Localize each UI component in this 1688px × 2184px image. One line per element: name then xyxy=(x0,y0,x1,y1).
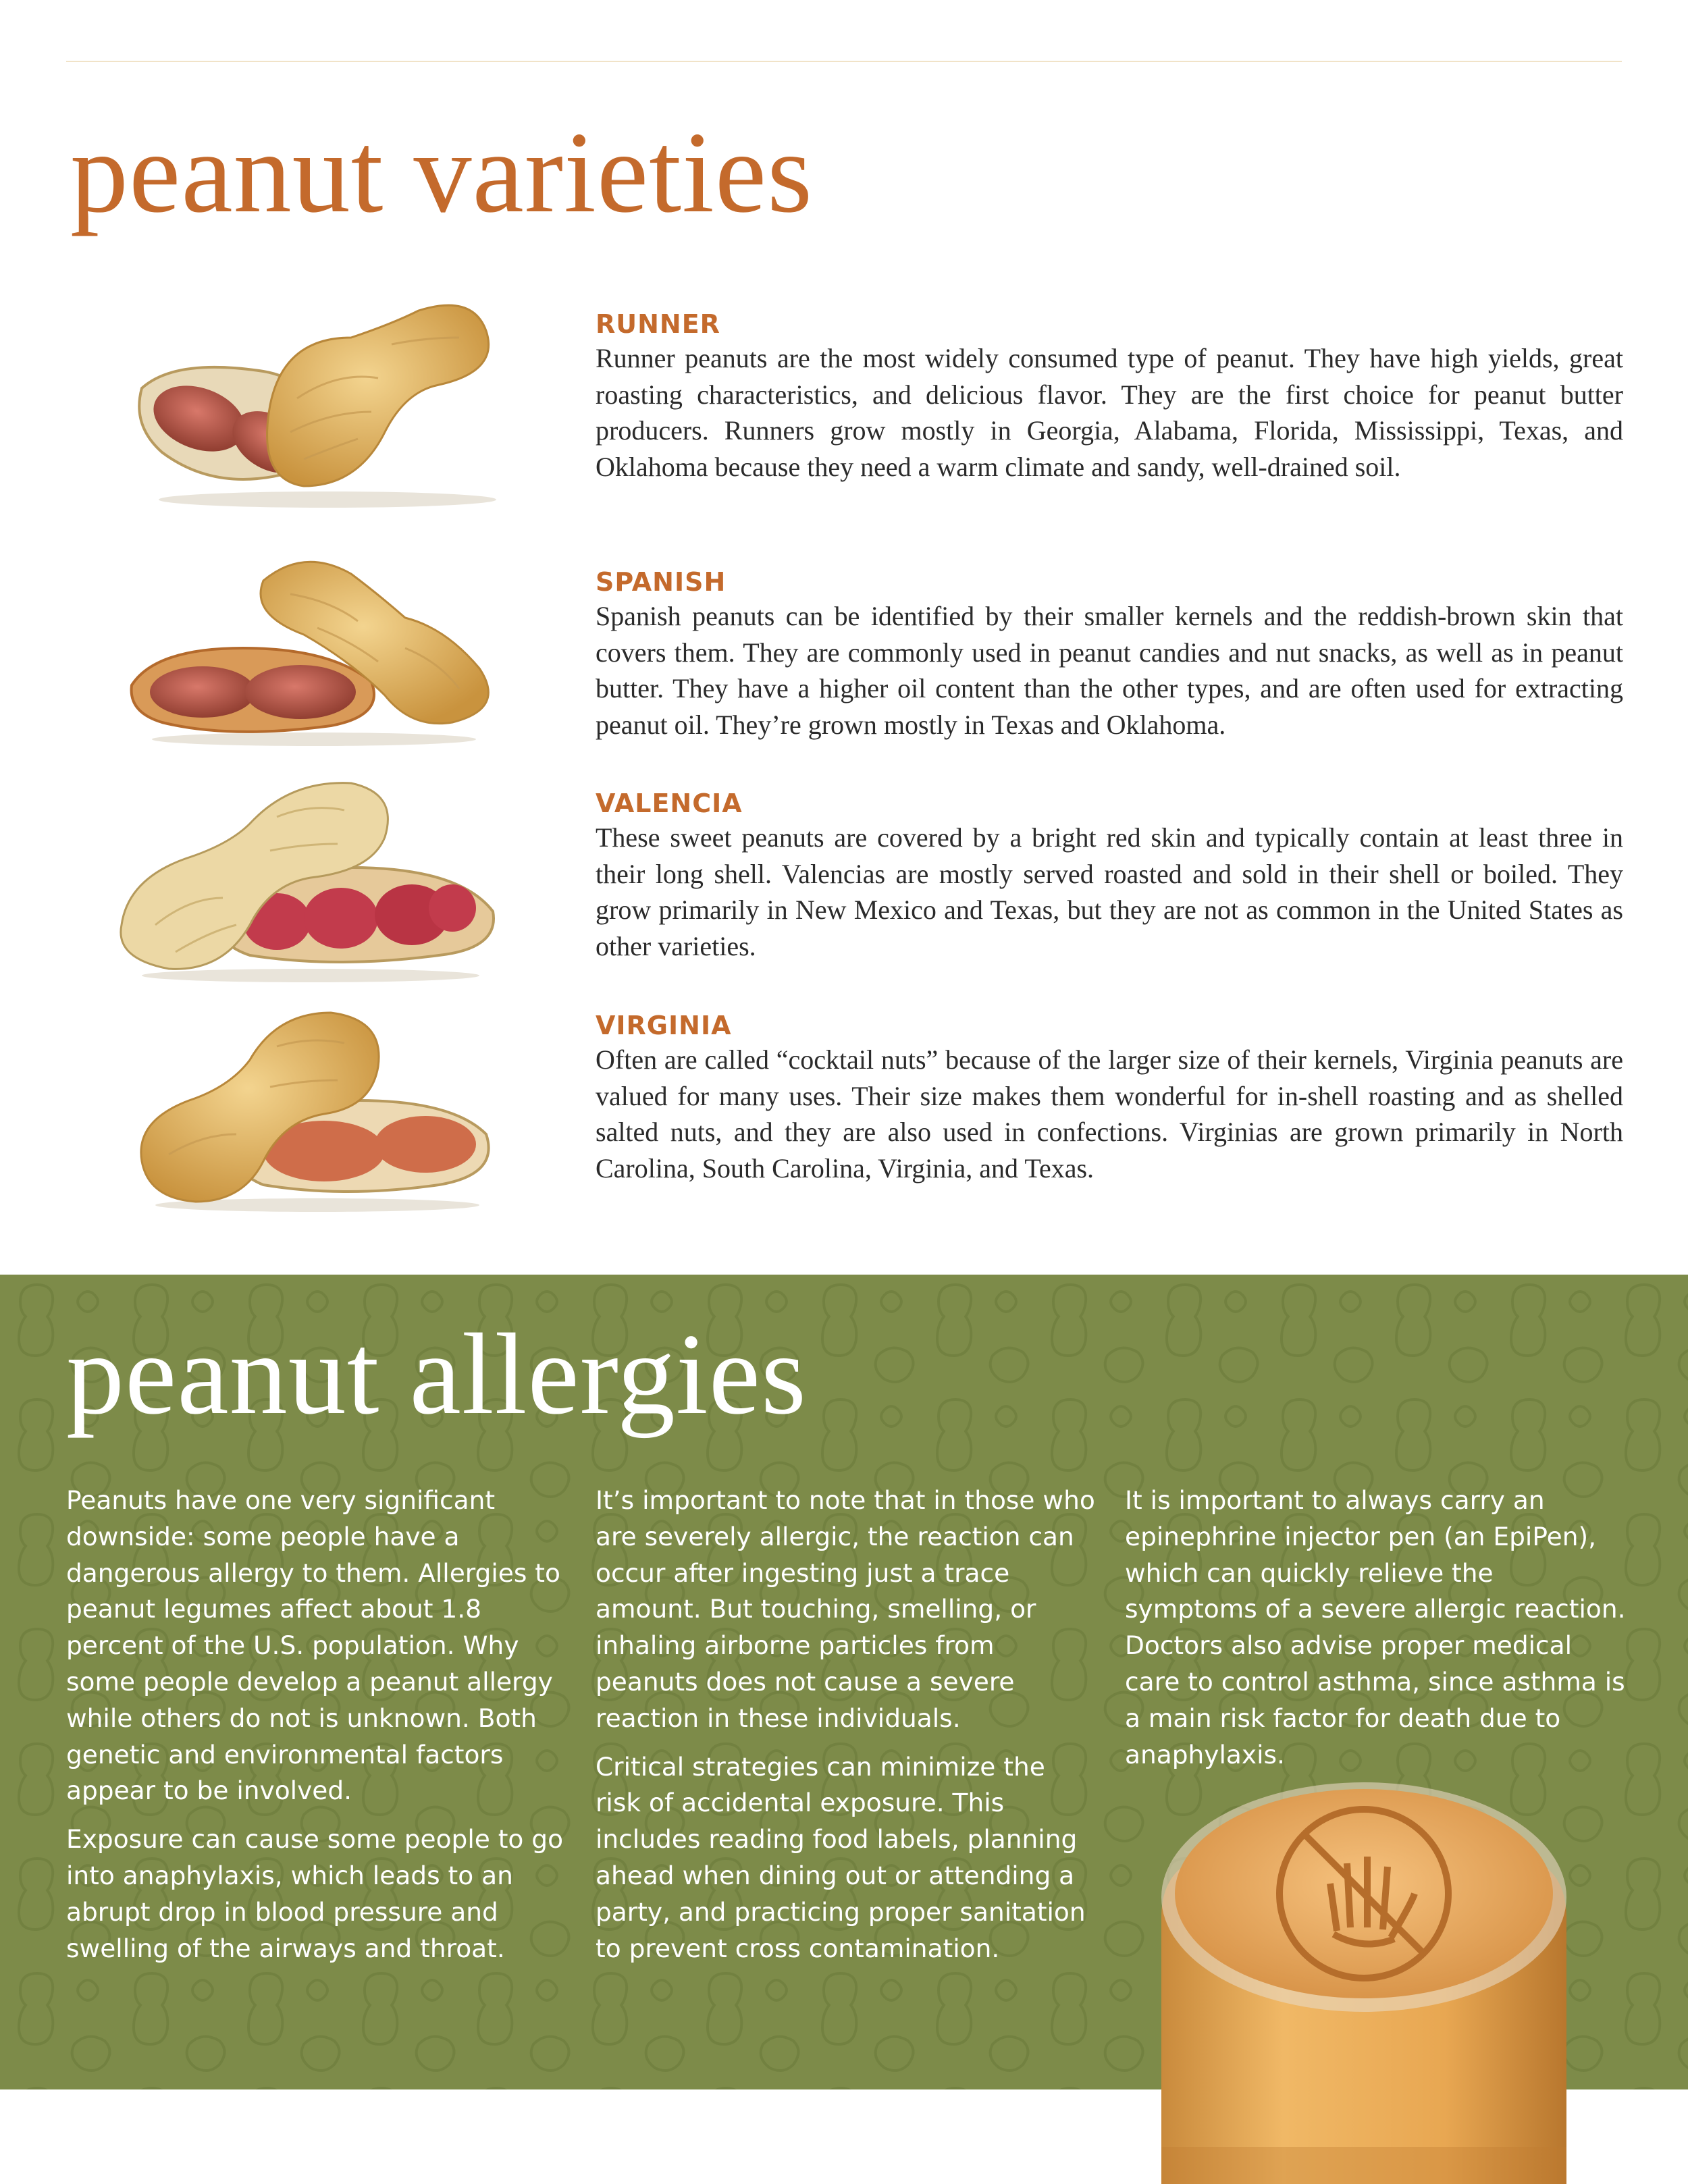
variety-name: RUNNER xyxy=(596,309,720,339)
allergies-title: peanut allergies xyxy=(66,1310,807,1439)
spanish-peanut-image xyxy=(128,554,500,749)
variety-name: VIRGINIA xyxy=(596,1011,732,1040)
allergies-paragraph: Exposure can cause some people to go into anaphylaxis, which leads to an abrupt drop in blood pressure and swelling of the airways and throat. xyxy=(66,1824,564,1963)
allergies-paragraph: Critical strategies can minimize the risk of accidental exposure. This includes reading food labels, planning ahead when dining out or attending a party, and practicing proper sanitation to prevent cross contamination. xyxy=(596,1751,1086,1963)
variety-description: Often are called “cocktail nuts” because of the larger size of their kernels, Virginia peanuts are valued for many uses. Their size makes them wonderful for in-shell roasting and as shelled salted nuts, and they are also used in confections. Virginias are grown primarily in North Carolina, South Carolina, Virginia, and Texas. xyxy=(596,1044,1623,1183)
allergies-column-2 xyxy=(596,1483,1095,1967)
variety-name: VALENCIA xyxy=(596,789,743,818)
allergies-paragraph: It’s important to note that in those who are severely allergic, the reaction can occur after ingesting just a trace amount. But touching, smelling, or inhaling airborne particles from peanuts does not cause a severe reaction in these individuals. xyxy=(596,1485,1095,1733)
peanut-butter-jar-image xyxy=(1148,1782,1580,2184)
variety-description: Spanish peanuts can be identified by their smaller kernels and the reddish-brown skin that covers them. They are commonly used in peanut candies and nut snacks, as well as in peanut butter. They have a higher oil content than the other types, and are often used for extracting peanut oil. They’re grown mostly in Texas and Oklahoma. xyxy=(596,601,1623,740)
allergies-column-3 xyxy=(1125,1483,1631,1773)
allergies-paragraph: It is important to always carry an epinephrine injector pen (an EpiPen), which can quickly relieve the symptoms of a severe allergic reaction. Doctors also advise proper medical care to control asthma, since asthma is a main risk factor for death due to anaphylaxis. xyxy=(1125,1485,1626,1769)
allergies-paragraph: Peanuts have one very significant downside: some people have a dangerous allergy to them. Allergies to peanut legumes affect about 1.8 percent of the U.S. population. Why some people develop a peanut allergy while others do not is unknown. Both genetic and environmental factors appear to be involved. xyxy=(66,1485,560,1806)
variety-virginia xyxy=(596,1009,1623,1186)
variety-name: SPANISH xyxy=(596,567,727,597)
varieties-title: peanut varieties xyxy=(70,109,814,237)
variety-spanish xyxy=(596,566,1623,743)
variety-valencia xyxy=(596,787,1623,964)
valencia-peanut-image xyxy=(115,776,506,986)
top-divider xyxy=(66,61,1622,62)
variety-description: These sweet peanuts are covered by a bright red skin and typically contain at least three in their long shell. Valencias are mostly served roasted and sold in their shell or boiled. They grow primarily in New Mexico and Texas, but they are not as common in the United States as other varieties. xyxy=(596,822,1623,961)
runner-peanut-image xyxy=(135,297,520,513)
virginia-peanut-image xyxy=(128,999,506,1215)
variety-runner xyxy=(596,308,1623,485)
allergies-column-1 xyxy=(66,1483,566,1967)
variety-description: Runner peanuts are the most widely consumed type of peanut. They have high yields, great roasting characteristics, and delicious flavor. They are the first choice for peanut butter producers. Runners grow mostly in Georgia, Alabama, Florida, Mississippi, Texas, and Oklahoma because they need a warm climate and sandy, well-drained soil. xyxy=(596,343,1623,482)
